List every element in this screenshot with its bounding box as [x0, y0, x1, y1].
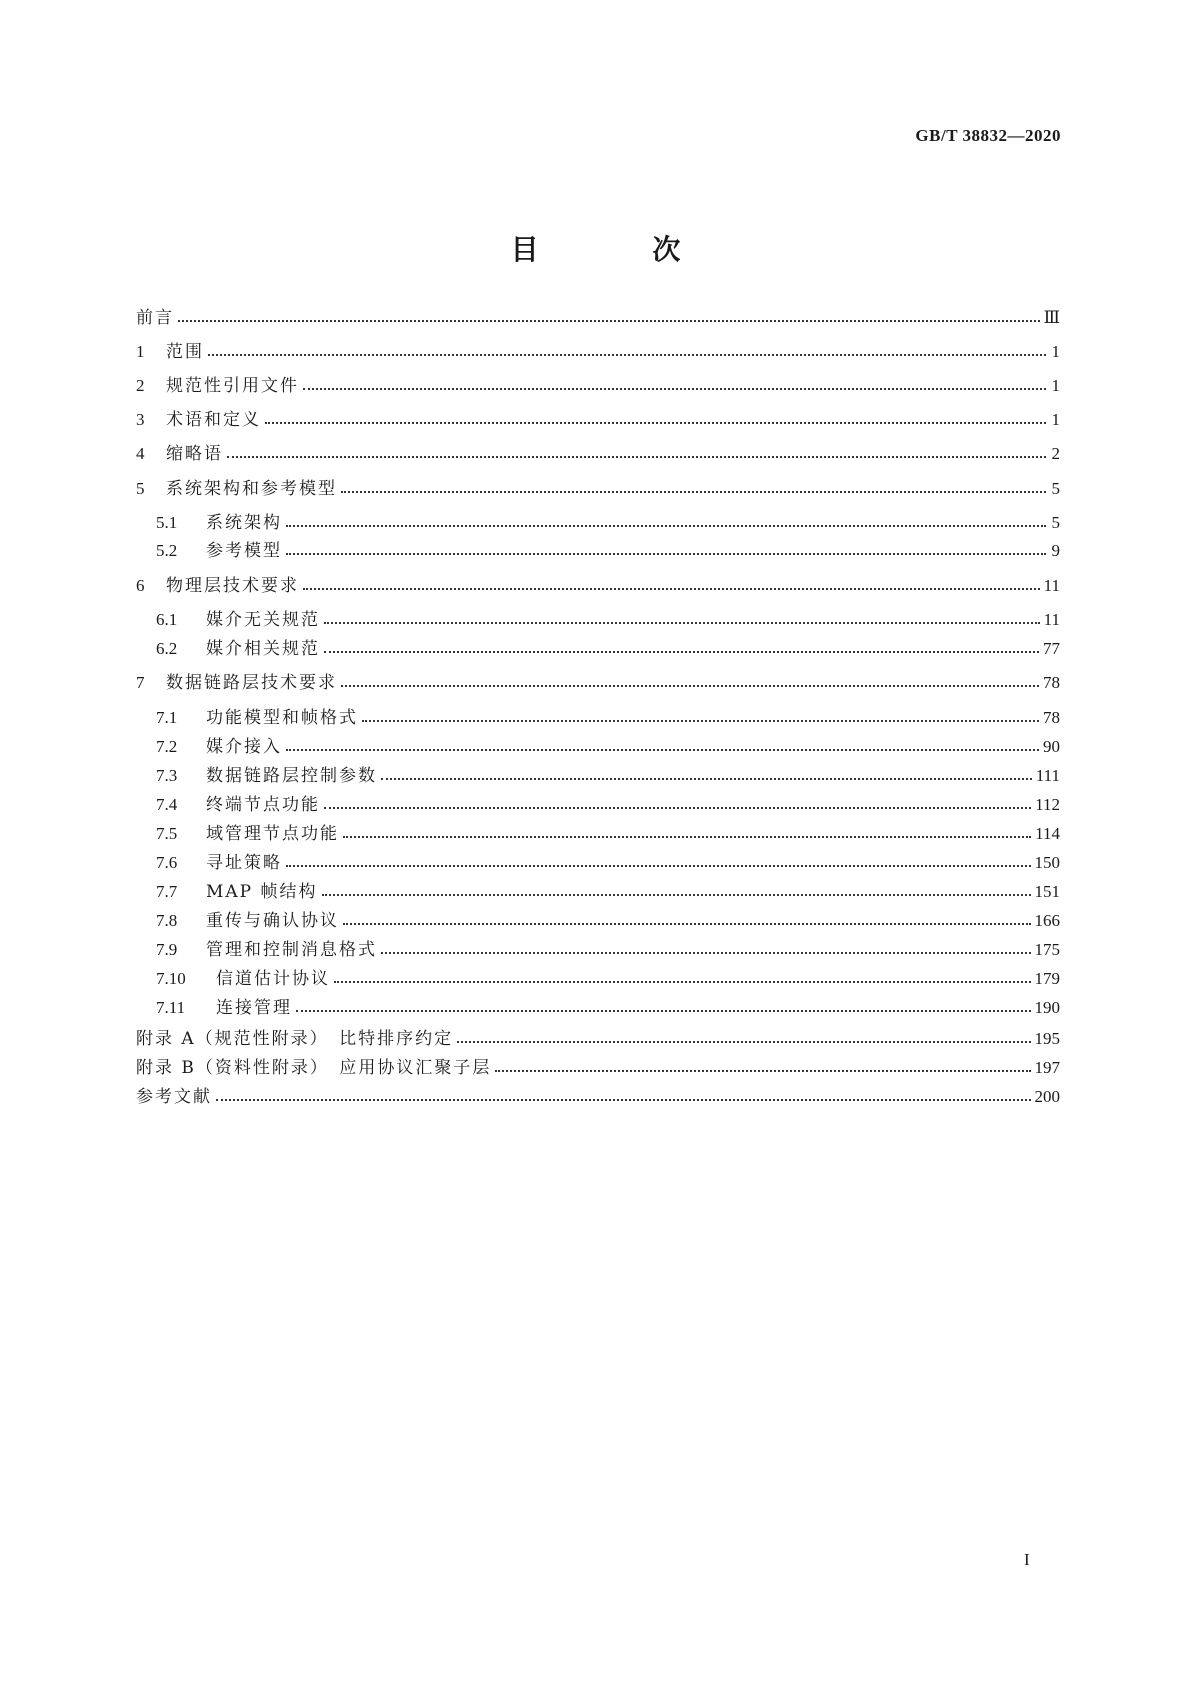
toc-entry-number: 7.2 — [156, 737, 178, 756]
toc-entry-number: 3 — [136, 410, 145, 429]
toc-entry-label: 管理和控制消息格式 — [206, 940, 377, 960]
toc-entry — [136, 510, 1060, 536]
toc-entry-number: 5.2 — [156, 541, 178, 560]
toc-entry — [136, 763, 1060, 789]
toc-entry-label: 媒介接入 — [206, 737, 282, 757]
toc-entry — [136, 670, 1060, 696]
page-number: I — [1024, 1550, 1030, 1569]
toc-entry-label: 参考模型 — [206, 541, 282, 561]
toc-entry-label: 范围 — [166, 342, 204, 362]
toc-entry — [136, 995, 1060, 1021]
toc-entry-page: 5 — [1051, 513, 1060, 532]
toc-entry — [136, 1084, 1060, 1110]
toc-entry-label: 系统架构 — [206, 513, 282, 533]
toc-entry-page: 1 — [1051, 342, 1060, 361]
toc-entry-label: 数据链路层控制参数 — [206, 766, 377, 786]
dot-leader — [381, 778, 1032, 780]
toc-entry-label: 物理层技术要求 — [166, 576, 299, 596]
toc-entry — [136, 538, 1060, 564]
toc-entry-label: 系统架构和参考模型 — [166, 479, 337, 499]
standard-number: GB/T 38832—2020 — [915, 126, 1061, 145]
toc-entry-page: 190 — [1034, 998, 1060, 1017]
toc-title: 目 次 — [510, 233, 733, 266]
toc-entry-number: 1 — [136, 342, 145, 361]
toc-entry — [136, 879, 1060, 905]
dot-leader — [457, 1041, 1030, 1043]
toc-entry-number: 7.5 — [156, 824, 178, 843]
toc-entry — [136, 339, 1060, 365]
dot-leader — [324, 622, 1040, 624]
toc-entry-label: 前言 — [136, 308, 174, 328]
toc-entry-label: 终端节点功能 — [206, 795, 320, 815]
dot-leader — [362, 720, 1039, 722]
dot-leader — [341, 491, 1046, 493]
toc-entry — [136, 1026, 1060, 1052]
dot-leader — [343, 923, 1031, 925]
toc-entry — [136, 476, 1060, 502]
dot-leader — [208, 354, 1046, 356]
dot-leader — [324, 651, 1039, 653]
toc-entry-number: 6.1 — [156, 610, 178, 629]
toc-entry-label: 规范性引用文件 — [166, 376, 299, 396]
toc-entry-label: 信道估计协议 — [216, 969, 330, 989]
toc-entry-page: 114 — [1035, 824, 1060, 843]
toc-entry-number: 7.8 — [156, 911, 178, 930]
toc-entry-label: 附录 B（资料性附录） 应用协议汇聚子层 — [136, 1058, 492, 1078]
toc-entry-number: 5 — [136, 479, 145, 498]
toc-entry-number: 6 — [136, 576, 145, 595]
toc-entry — [136, 441, 1060, 467]
toc-entry-page: 78 — [1043, 708, 1060, 727]
toc-entry-page: 1 — [1051, 410, 1060, 429]
toc-entry — [136, 373, 1060, 399]
toc-entry-label: 媒介无关规范 — [206, 610, 320, 630]
toc-entry-label: 媒介相关规范 — [206, 639, 320, 659]
toc-entry-number: 7.3 — [156, 766, 178, 785]
toc-entry-page: 1 — [1051, 376, 1060, 395]
toc-entry-label: 参考文献 — [136, 1087, 212, 1107]
toc-entry — [136, 734, 1060, 760]
toc-entry-page: 112 — [1035, 795, 1060, 814]
dot-leader — [322, 894, 1031, 896]
dot-leader — [495, 1070, 1030, 1072]
toc-entry-page: 197 — [1034, 1058, 1060, 1077]
dot-leader — [286, 525, 1046, 527]
dot-leader — [341, 685, 1039, 687]
toc-entry-page: Ⅲ — [1043, 308, 1060, 327]
toc-entry-page: 11 — [1043, 576, 1060, 595]
dot-leader — [216, 1099, 1031, 1101]
toc-entry-page: 195 — [1034, 1029, 1060, 1048]
toc-entry-number: 7.11 — [156, 998, 186, 1017]
toc-entry-label: 域管理节点功能 — [206, 824, 339, 844]
toc-entry-page: 200 — [1034, 1087, 1060, 1106]
toc-entry — [136, 1055, 1060, 1081]
toc-entry-label: 缩略语 — [166, 444, 223, 464]
toc-entry — [136, 821, 1060, 847]
toc-entry — [136, 305, 1060, 331]
toc-entry — [136, 908, 1060, 934]
dot-leader — [286, 865, 1031, 867]
toc-entry-label: 功能模型和帧格式 — [206, 708, 358, 728]
toc-entry — [136, 850, 1060, 876]
dot-leader — [334, 981, 1031, 983]
toc-entry-label: 术语和定义 — [166, 410, 261, 430]
toc-entry-label: 附录 A（规范性附录） 比特排序约定 — [136, 1029, 454, 1049]
toc-entry-label: 重传与确认协议 — [206, 911, 339, 931]
toc-entry-page: 175 — [1034, 940, 1060, 959]
dot-leader — [178, 320, 1040, 322]
dot-leader — [286, 749, 1039, 751]
toc-entry-page: 151 — [1034, 882, 1060, 901]
toc-entry — [136, 407, 1060, 433]
toc-entry-page: 78 — [1043, 673, 1060, 692]
toc-entry-page: 11 — [1043, 610, 1060, 629]
toc-entry-number: 7.1 — [156, 708, 178, 727]
toc-entry-page: 90 — [1043, 737, 1060, 756]
toc-entry — [136, 607, 1060, 633]
toc-entry-page: 5 — [1051, 479, 1060, 498]
toc-entry — [136, 966, 1060, 992]
toc-entry-number: 6.2 — [156, 639, 178, 658]
dot-leader — [343, 836, 1031, 838]
toc-entry — [136, 636, 1060, 662]
toc-entry-label: 寻址策略 — [206, 853, 282, 873]
dot-leader — [227, 456, 1046, 458]
toc-entry-label: MAP 帧结构 — [206, 882, 318, 902]
toc-entry-page: 2 — [1051, 444, 1060, 463]
toc-entry-page: 179 — [1034, 969, 1060, 988]
toc-entry-number: 7.10 — [156, 969, 186, 988]
toc-entry — [136, 705, 1060, 731]
dot-leader — [324, 807, 1031, 809]
toc-entry-number: 7.7 — [156, 882, 178, 901]
toc-entry-number: 2 — [136, 376, 145, 395]
toc-entry-number: 7.9 — [156, 940, 178, 959]
toc-entry-page: 166 — [1034, 911, 1060, 930]
toc-entry-page: 111 — [1035, 766, 1060, 785]
toc-entry — [136, 573, 1060, 599]
toc-entry-page: 150 — [1034, 853, 1060, 872]
toc-entry-page: 9 — [1051, 541, 1060, 560]
toc-entry — [136, 792, 1060, 818]
toc-entry-number: 5.1 — [156, 513, 178, 532]
dot-leader — [303, 388, 1046, 390]
toc-entry-number: 7 — [136, 673, 145, 692]
toc-entry-number: 7.6 — [156, 853, 178, 872]
dot-leader — [381, 952, 1031, 954]
dot-leader — [286, 553, 1046, 555]
toc-entry — [136, 937, 1060, 963]
dot-leader — [265, 422, 1046, 424]
toc-entry-label: 数据链路层技术要求 — [166, 673, 337, 693]
dot-leader — [296, 1010, 1031, 1012]
toc-entry-label: 连接管理 — [216, 998, 292, 1018]
toc-entry-number: 4 — [136, 444, 145, 463]
toc-entry-number: 7.4 — [156, 795, 178, 814]
toc-entry-page: 77 — [1043, 639, 1060, 658]
dot-leader — [303, 588, 1040, 590]
